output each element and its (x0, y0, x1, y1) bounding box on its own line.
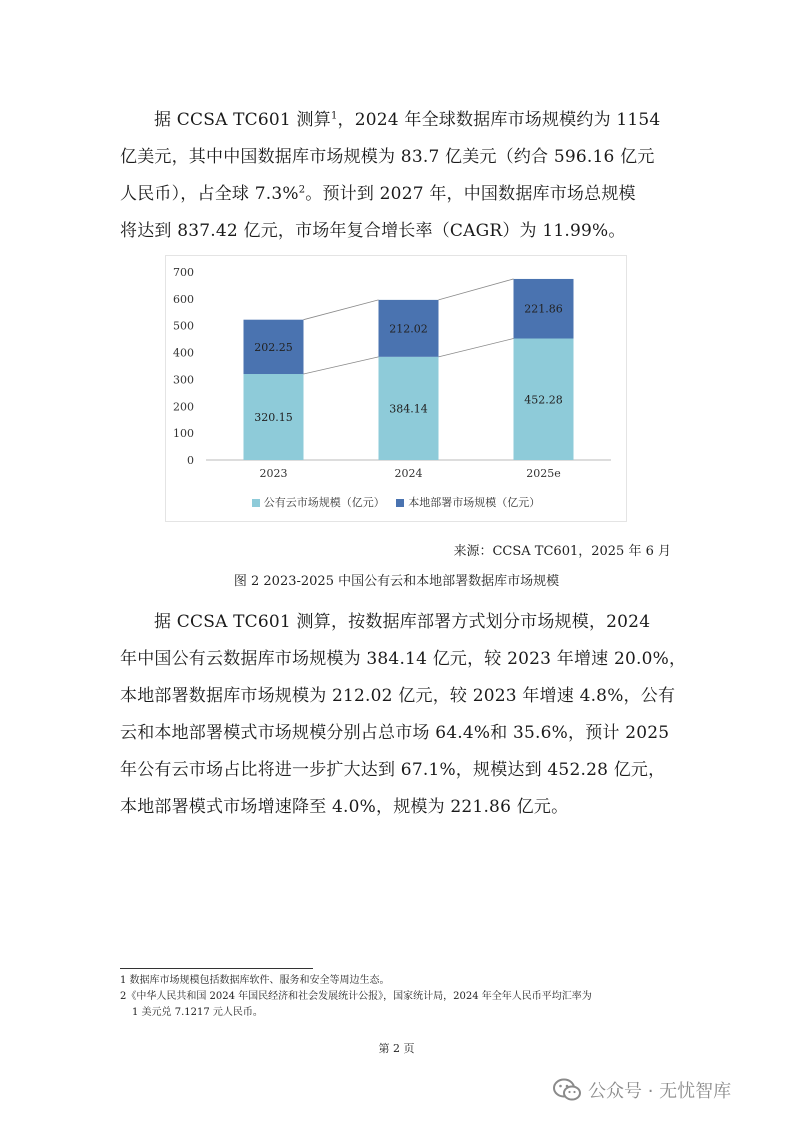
figure-caption: 图 2 2023-2025 中国公有云和本地部署数据库市场规模 (233, 574, 560, 589)
data-label: 221.86 (524, 302, 563, 316)
legend-item-public-cloud: 公有云市场规模（亿元） (252, 494, 385, 510)
y-tick-label: 400 (173, 346, 194, 360)
connector-line (439, 279, 514, 300)
y-tick-label: 100 (173, 427, 194, 441)
y-tick-label: 200 (173, 400, 194, 414)
deployment-paragraph (120, 604, 687, 826)
data-label: 320.15 (254, 411, 293, 425)
watermark-text: 公众号 · 无忧智库 (588, 1081, 732, 1102)
footnote-divider (120, 968, 313, 969)
chart-legend (166, 494, 626, 510)
para1-line-1: 据 CCSA TC601 测算$^1$，2024 年全球数据库市场规模约为 1154 (154, 110, 661, 130)
y-tick-label: 0 (187, 454, 194, 467)
connector-line (304, 357, 379, 374)
market-size-chart (165, 255, 627, 522)
y-tick-label: 300 (173, 373, 194, 387)
para2-line-5: 年公有云市场占比将进一步扩大达到 67.1%，规模达到 452.28 亿元， (120, 760, 666, 780)
data-label: 384.14 (389, 402, 428, 416)
y-tick-label: 500 (173, 319, 194, 333)
para2-line-1: 据 CCSA TC601 测算，按数据库部署方式划分市场规模，2024 (154, 612, 651, 632)
footnotes (120, 973, 680, 1021)
data-label: 452.28 (524, 393, 563, 407)
para2-line-3: 本地部署数据库市场规模为 212.02 亿元，较 2023 年增速 4.8%，公有 (120, 686, 676, 706)
legend-item-on-premise: 本地部署市场规模（亿元） (396, 494, 540, 510)
stacked-bar-chart (166, 256, 628, 523)
para2-line-4: 云和本地部署模式市场规模分别占总市场 64.4%和 35.6%，预计 2025 (120, 723, 670, 743)
footnote-ref-1[interactable]: 1 (330, 110, 338, 122)
chart-source: 来源：CCSA TC601，2025 年 6 月 (453, 544, 671, 559)
connector-line (304, 300, 379, 320)
footnote-2-line-1: 2《中华人民共和国 2024 年国民经济和社会发展统计公报》，国家统计局，2024 年全年人民币平均汇率为 (120, 991, 592, 1002)
x-tick-label: 2025e (526, 467, 561, 480)
y-tick-label: 600 (173, 292, 194, 306)
data-label: 212.02 (389, 322, 428, 336)
footnote-ref-2[interactable]: 2 (298, 184, 306, 196)
para1-line-2: 亿美元，其中中国数据库市场规模为 83.7 亿美元（约合 596.16 亿元 (120, 147, 655, 167)
y-tick-label: 700 (173, 266, 194, 279)
x-tick-label: 2023 (259, 467, 288, 480)
footnote-2-line-2: 1 美元兑 7.1217 元人民币。 (132, 1007, 263, 1018)
data-label: 202.25 (254, 340, 293, 354)
para2-line-2: 年中国公有云数据库市场规模为 384.14 亿元，较 2023 年增速 20.0%， (120, 649, 687, 669)
x-tick-label: 2024 (394, 467, 423, 480)
legend-swatch-public-cloud (252, 499, 260, 507)
legend-swatch-on-premise (396, 499, 404, 507)
intro-paragraph (120, 102, 676, 250)
page-number: 第 2 页 (378, 1042, 415, 1055)
footnote-1: 1 数据库市场规模包括数据库软件、服务和安全等周边生态。 (120, 975, 390, 986)
para2-line-6: 本地部署模式市场增速降至 4.0%，规模为 221.86 亿元。 (120, 797, 569, 817)
connector-line (439, 339, 514, 357)
watermark (552, 1072, 731, 1108)
para1-line-3: 人民币），占全球 7.3%$^2$。预计到 2027 年，中国数据库市场总规模 (120, 184, 636, 204)
wechat-icon (552, 1077, 582, 1103)
para1-line-4: 将达到 837.42 亿元，市场年复合增长率（CAGR）为 11.99%。 (120, 221, 626, 241)
